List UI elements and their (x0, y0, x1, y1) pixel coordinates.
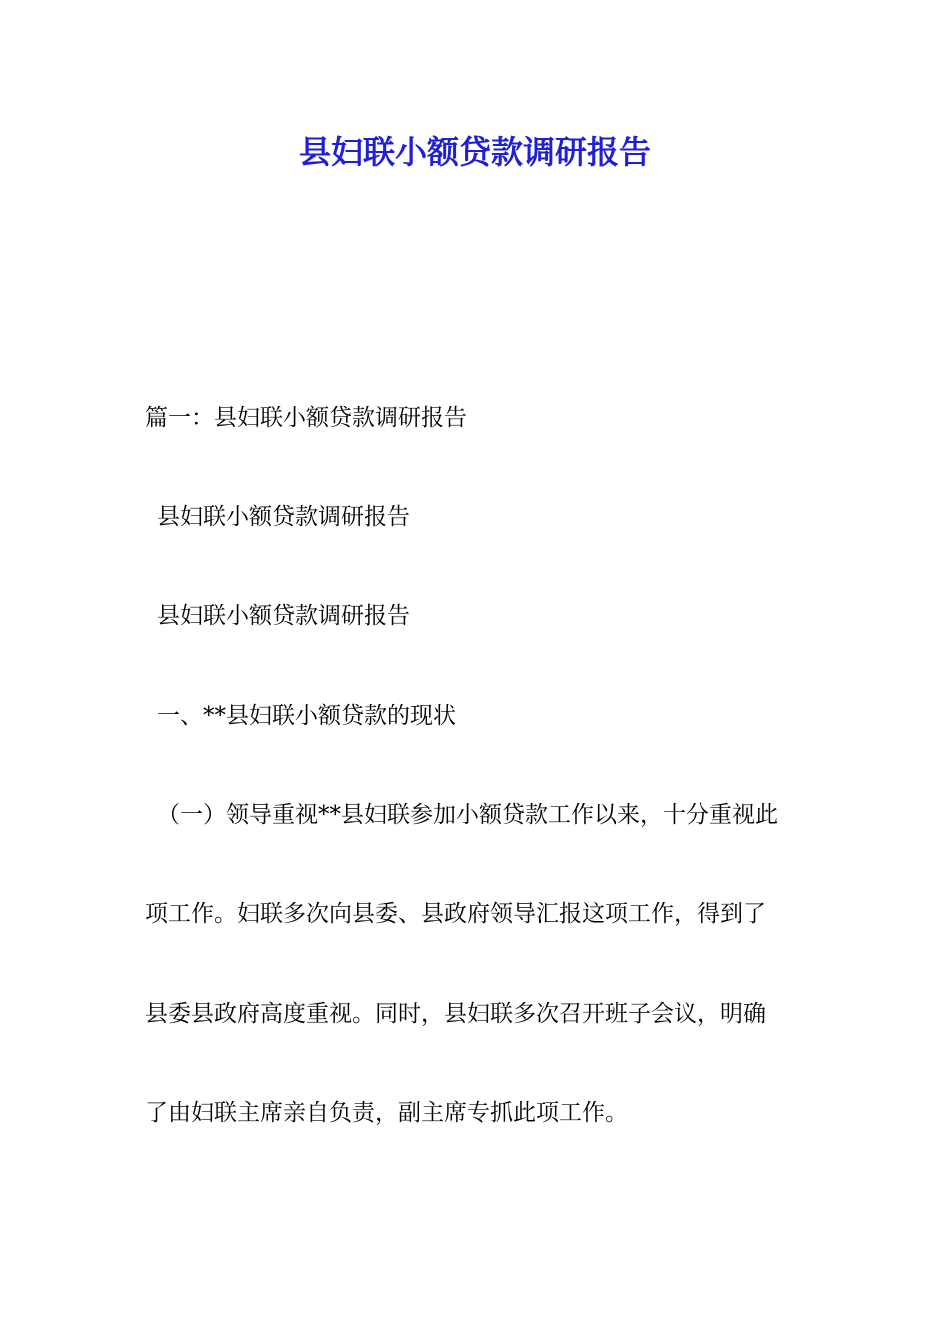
report-title-line: 县妇联小额贷款调研报告 (157, 504, 410, 530)
paragraph-line: （一）领导重视**县妇联参加小额贷款工作以来，十分重视此 (157, 802, 778, 828)
document-title: 县妇联小额贷款调研报告 (298, 133, 651, 171)
paragraph-line: 项工作。妇联多次向县委、县政府领导汇报这项工作，得到了 (145, 901, 766, 927)
chapter-heading: 一、**县妇联小额贷款的现状 (157, 703, 456, 729)
paragraph-line: 县委县政府高度重视。同时，县妇联多次召开班子会议，明确 (145, 1001, 766, 1027)
paragraph-line: 了由妇联主席亲自负责，副主席专抓此项工作。 (145, 1100, 628, 1126)
report-title-line: 县妇联小额贷款调研报告 (157, 603, 410, 629)
section-heading: 篇一：县妇联小额贷款调研报告 (145, 405, 467, 431)
